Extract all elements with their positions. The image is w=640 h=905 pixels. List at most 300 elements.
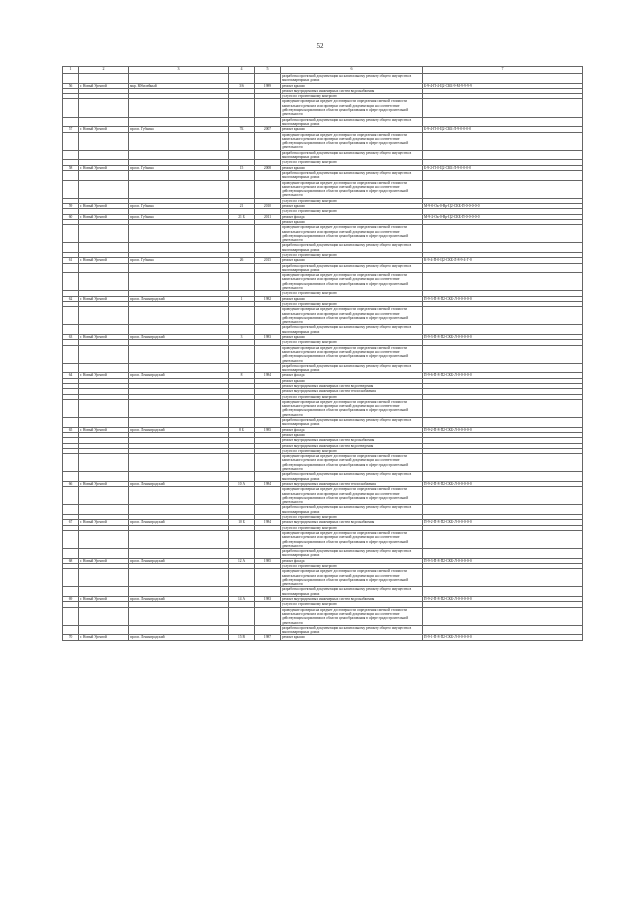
year-cell: 1983: [255, 597, 281, 602]
row-number: [63, 170, 79, 180]
year-cell: [255, 345, 281, 363]
year-cell: [255, 569, 281, 587]
work-type-cell: разработка проектной документации на капитальному ремонту общего имущества в многоквартирных домах: [281, 263, 423, 273]
house-number-cell: [229, 569, 255, 587]
street-cell: [129, 399, 229, 417]
table-row: [63, 487, 583, 505]
work-type-cell: ремонт внутридомовых инженерных систем водоснабжения: [281, 597, 423, 602]
city-cell: [79, 569, 129, 587]
year-cell: [255, 74, 281, 84]
work-type-cell: проведение проверки на предмет достоверности определения сметной стоимости капитального ремонта или проверки сметной документации на соответствие действующим нормативам в области ценообразования в сфере градостроительной деятельности: [281, 273, 423, 291]
year-cell: [255, 487, 281, 505]
column-header: 3: [129, 67, 229, 74]
city-cell: [79, 363, 129, 373]
code-cell: П-9-3-П-8-П2-СКБ-Л-0-0-0-0-0: [423, 335, 583, 340]
work-type-cell: разработка проектной документации на капитальному ремонту общего имущества в многоквартирных домах: [281, 325, 423, 335]
city-cell: г. Новый Уренгой: [79, 127, 129, 132]
code-cell: [423, 74, 583, 84]
street-cell: [129, 117, 229, 127]
code-cell: [423, 273, 583, 291]
city-cell: г. Новый Уренгой: [79, 635, 129, 640]
work-type-cell: ремонт крыши: [281, 635, 423, 640]
code-cell: [423, 418, 583, 428]
city-cell: [79, 170, 129, 180]
work-type-cell: разработка проектной документации на капитальному ремонту общего имущества в многоквартирных домах: [281, 549, 423, 559]
house-number-cell: [229, 399, 255, 417]
city-cell: [79, 74, 129, 84]
house-number-cell: [229, 345, 255, 363]
city-cell: [79, 99, 129, 117]
year-cell: [255, 243, 281, 253]
house-number-cell: 15 В: [229, 635, 255, 640]
table-row: [63, 569, 583, 587]
work-type-cell: услуги по строительному контролю: [281, 515, 423, 520]
house-number-cell: 1: [229, 296, 255, 301]
table-row: [63, 263, 583, 273]
street-cell: [129, 625, 229, 635]
city-cell: г. Новый Уренгой: [79, 520, 129, 525]
code-cell: [423, 625, 583, 635]
row-number: 64: [63, 373, 79, 378]
code-cell: [423, 607, 583, 625]
row-number: 70: [63, 635, 79, 640]
work-type-cell: ремонт фасада: [281, 214, 423, 219]
row-number: 58: [63, 165, 79, 170]
house-number-cell: 3/6: [229, 83, 255, 88]
work-type-cell: услуги по строительному контролю: [281, 563, 423, 568]
code-cell: Б-9-4-П-4-Ц2-СКБ-9-М-9-9-9-9: [423, 83, 583, 88]
year-cell: 1985: [255, 558, 281, 563]
street-cell: просп. Ленинградский: [129, 520, 229, 525]
table-row: [63, 454, 583, 472]
code-cell: Б-9-4-П-0-Ц2-СКБ-Л-9-0-0-0-0: [423, 127, 583, 132]
work-type-cell: ремонт крыши: [281, 335, 423, 340]
city-cell: [79, 180, 129, 198]
house-number-cell: [229, 505, 255, 515]
house-number-cell: 10 Б: [229, 520, 255, 525]
house-number-cell: [229, 225, 255, 243]
code-cell: [423, 132, 583, 150]
table-header-row: [63, 67, 583, 74]
street-cell: [129, 74, 229, 84]
house-number-cell: [229, 549, 255, 559]
work-type-cell: разработка проектной документации на капитальному ремонту общего имущества в многоквартирных домах: [281, 117, 423, 127]
column-header: 5: [255, 67, 281, 74]
city-cell: [79, 150, 129, 160]
year-cell: 1985: [255, 427, 281, 432]
code-cell: [423, 587, 583, 597]
column-header: 7: [423, 67, 583, 74]
street-cell: просп. Ленинградский: [129, 335, 229, 340]
code-cell: М-9-0-Ок-0-Вр-Ц2-СКБ-П-0-0-0-0-0: [423, 204, 583, 209]
row-number: 67: [63, 520, 79, 525]
city-cell: г. Новый Уренгой: [79, 296, 129, 301]
table-row: [63, 325, 583, 335]
row-number: [63, 399, 79, 417]
table-row: [63, 74, 583, 84]
work-type-cell: разработка проектной документации на капитальному ремонту общего имущества в многоквартирных домах: [281, 625, 423, 635]
column-header: 2: [79, 67, 129, 74]
year-cell: 2008: [255, 165, 281, 170]
code-cell: [423, 505, 583, 515]
house-number-cell: [229, 243, 255, 253]
city-cell: [79, 132, 129, 150]
city-cell: [79, 505, 129, 515]
work-type-cell: ремонт крыши: [281, 165, 423, 170]
street-cell: [129, 225, 229, 243]
table-row: [63, 150, 583, 160]
code-cell: [423, 307, 583, 325]
street-cell: [129, 505, 229, 515]
city-cell: г. Новый Уренгой: [79, 335, 129, 340]
code-cell: [423, 150, 583, 160]
street-cell: просп. Ленинградский: [129, 558, 229, 563]
code-cell: П-9-2-П-8-П2-СКБ-Л-0-0-0-0-0: [423, 427, 583, 432]
row-number: [63, 363, 79, 373]
code-cell: П-9-2-П-8-П2-СКБ-Л-0-0-0-0-0: [423, 481, 583, 486]
row-number: [63, 273, 79, 291]
work-type-cell: услуги по строительному контролю: [281, 394, 423, 399]
row-number: 59: [63, 204, 79, 209]
house-number-cell: 10 А: [229, 481, 255, 486]
year-cell: [255, 454, 281, 472]
table-row: [63, 307, 583, 325]
work-type-cell: ремонт фасада: [281, 373, 423, 378]
work-type-cell: услуги по строительному контролю: [281, 301, 423, 306]
row-number: 60: [63, 214, 79, 219]
year-cell: 1984: [255, 373, 281, 378]
row-number: [63, 345, 79, 363]
row-number: 63: [63, 335, 79, 340]
row-number: [63, 150, 79, 160]
table-row: [63, 99, 583, 117]
year-cell: [255, 117, 281, 127]
year-cell: [255, 180, 281, 198]
table-row: [63, 117, 583, 127]
street-cell: [129, 307, 229, 325]
house-number-cell: [229, 170, 255, 180]
work-type-cell: разработка проектной документации на капитальному ремонту общего имущества в многоквартирных домах: [281, 472, 423, 482]
work-type-cell: разработка проектной документации на капитальному ремонту общего имущества в многоквартирных домах: [281, 505, 423, 515]
city-cell: г. Новый Уренгой: [79, 258, 129, 263]
work-type-cell: проведение проверки на предмет достоверности определения сметной стоимости капитального ремонта или проверки сметной документации на соответствие действующим нормативам в области ценообразования в сфере градостроительной деятельности: [281, 530, 423, 548]
year-cell: [255, 273, 281, 291]
code-cell: П-9-2-П-8-П2-СКБ-Л-0-0-0-0-0: [423, 597, 583, 602]
house-number-cell: [229, 587, 255, 597]
city-cell: [79, 454, 129, 472]
house-number-cell: [229, 325, 255, 335]
code-cell: П-9-3-П-8-П2-СКБ-Л-0-0-0-0-0: [423, 296, 583, 301]
work-type-cell: услуги по строительному контролю: [281, 94, 423, 99]
year-cell: [255, 263, 281, 273]
house-number-cell: [229, 150, 255, 160]
row-number: [63, 74, 79, 84]
page-number: 52: [316, 42, 324, 50]
code-cell: [423, 363, 583, 373]
house-number-cell: 12 А: [229, 558, 255, 563]
work-type-cell: услуги по строительному контролю: [281, 340, 423, 345]
table-row: [63, 418, 583, 428]
code-cell: [423, 530, 583, 548]
table-row: [63, 549, 583, 559]
year-cell: [255, 225, 281, 243]
work-type-cell: проведение проверки на предмет достоверности определения сметной стоимости капитального ремонта или проверки сметной документации на соответствие действующим нормативам в области ценообразования в сфере градостроительной деятельности: [281, 607, 423, 625]
work-type-cell: ремонт внутридомовых инженерных систем теплоснабжения: [281, 481, 423, 486]
year-cell: [255, 587, 281, 597]
street-cell: [129, 549, 229, 559]
house-number-cell: [229, 454, 255, 472]
row-number: 65: [63, 427, 79, 432]
house-number-cell: [229, 363, 255, 373]
city-cell: [79, 549, 129, 559]
street-cell: [129, 487, 229, 505]
work-type-cell: услуги по строительному контролю: [281, 252, 423, 257]
work-type-cell: проведение проверки на предмет достоверности определения сметной стоимости капитального ремонта или проверки сметной документации на соответствие действующим нормативам в области ценообразования в сфере градостроительной деятельности: [281, 454, 423, 472]
house-number-cell: [229, 625, 255, 635]
house-number-cell: 8 Б: [229, 427, 255, 432]
code-cell: [423, 487, 583, 505]
city-cell: [79, 345, 129, 363]
street-cell: просп. Ленинградский: [129, 481, 229, 486]
work-type-cell: ремонт внутридомовых инженерных систем теплоснабжения: [281, 389, 423, 394]
work-type-cell: проведение проверки на предмет достоверности определения сметной стоимости капитального ремонта или проверки сметной документации на соответствие действующим нормативам в области ценообразования в сфере градостроительной деятельности: [281, 99, 423, 117]
row-number: 61: [63, 258, 79, 263]
row-number: [63, 569, 79, 587]
house-number-cell: [229, 263, 255, 273]
work-type-cell: разработка проектной документации на капитальному ремонту общего имущества в многоквартирных домах: [281, 243, 423, 253]
row-number: 68: [63, 558, 79, 563]
city-cell: [79, 225, 129, 243]
column-header: 1: [63, 67, 79, 74]
street-cell: просп. Губкина: [129, 258, 229, 263]
street-cell: [129, 132, 229, 150]
house-number-cell: [229, 307, 255, 325]
table-row: [63, 243, 583, 253]
work-type-cell: ремонт крыши: [281, 258, 423, 263]
city-cell: г. Новый Уренгой: [79, 214, 129, 219]
row-number: 62: [63, 296, 79, 301]
work-type-cell: услуги по строительному контролю: [281, 198, 423, 203]
work-type-cell: услуги по строительному контролю: [281, 525, 423, 530]
table-row: [63, 607, 583, 625]
code-cell: [423, 263, 583, 273]
row-number: [63, 418, 79, 428]
column-header: 6: [281, 67, 423, 74]
year-cell: [255, 505, 281, 515]
street-cell: [129, 345, 229, 363]
code-cell: [423, 345, 583, 363]
table-row: [63, 530, 583, 548]
code-cell: [423, 454, 583, 472]
house-number-cell: [229, 132, 255, 150]
code-cell: П-9-2-П-8-П2-СКБ-Л-0-0-0-0-0: [423, 520, 583, 525]
work-type-cell: разработка проектной документации на капитальному ремонту общего имущества в многоквартирных домах: [281, 150, 423, 160]
work-type-cell: проведение проверки на предмет достоверности определения сметной стоимости капитального ремонта или проверки сметной документации на соответствие действующим нормативам в области ценообразования в сфере градостроительной деятельности: [281, 132, 423, 150]
code-cell: П-9-1-П-8-П2-СКБ-Л-0-0-0-0-0: [423, 635, 583, 640]
year-cell: 2011: [255, 214, 281, 219]
city-cell: [79, 307, 129, 325]
city-cell: г. Новый Уренгой: [79, 427, 129, 432]
row-number: [63, 325, 79, 335]
work-type-cell: услуги по строительному контролю: [281, 160, 423, 165]
work-type-cell: услуги по строительному контролю: [281, 448, 423, 453]
work-type-cell: разработка проектной документации на капитальному ремонту общего имущества в многоквартирных домах: [281, 418, 423, 428]
work-type-cell: проведение проверки на предмет достоверности определения сметной стоимости капитального ремонта или проверки сметной документации на соответствие действующим нормативам в области ценообразования в сфере градостроительной деятельности: [281, 487, 423, 505]
row-number: [63, 307, 79, 325]
house-number-cell: 7Б: [229, 127, 255, 132]
work-type-cell: ремонт внутридомовых инженерных систем водоснабжения: [281, 520, 423, 525]
row-number: [63, 99, 79, 117]
city-cell: [79, 587, 129, 597]
year-cell: [255, 99, 281, 117]
house-number-cell: 8: [229, 373, 255, 378]
code-cell: К-9-4-П-0-Ц2-СКБ-Л-8-9-4-Г-0: [423, 258, 583, 263]
city-cell: [79, 625, 129, 635]
work-type-cell: разработка проектной документации на капитальному ремонту общего имущества в многоквартирных домах: [281, 587, 423, 597]
year-cell: 2015: [255, 258, 281, 263]
year-cell: 1982: [255, 296, 281, 301]
table-row: [63, 399, 583, 417]
house-number-cell: [229, 607, 255, 625]
code-cell: П-9-3-П-8-П2-СКБ-Л-0-0-0-0-0: [423, 558, 583, 563]
city-cell: [79, 418, 129, 428]
street-cell: просп. Губкина: [129, 214, 229, 219]
house-number-cell: 21: [229, 204, 255, 209]
work-type-cell: ремонт фасада: [281, 427, 423, 432]
code-cell: [423, 180, 583, 198]
work-type-cell: услуги по строительному контролю: [281, 602, 423, 607]
row-number: [63, 607, 79, 625]
table-row: [63, 363, 583, 373]
work-type-cell: ремонт крыши: [281, 432, 423, 437]
work-type-cell: ремонт внутридомовых инженерных систем водоснабжения: [281, 88, 423, 93]
year-cell: 2010: [255, 204, 281, 209]
house-number-cell: [229, 472, 255, 482]
house-number-cell: 21 Б: [229, 214, 255, 219]
street-cell: [129, 418, 229, 428]
row-number: [63, 530, 79, 548]
street-cell: [129, 454, 229, 472]
city-cell: г. Новый Уренгой: [79, 83, 129, 88]
street-cell: [129, 569, 229, 587]
work-type-cell: проведение проверки на предмет достоверности определения сметной стоимости капитального ремонта или проверки сметной документации на соответствие действующим нормативам в области ценообразования в сфере градостроительной деятельности: [281, 180, 423, 198]
code-cell: [423, 472, 583, 482]
street-cell: просп. Губкина: [129, 204, 229, 209]
code-cell: [423, 99, 583, 117]
work-type-cell: проведение проверки на предмет достоверности определения сметной стоимости капитального ремонта или проверки сметной документации на соответствие действующим нормативам в области ценообразования в сфере градостроительной деятельности: [281, 345, 423, 363]
row-number: [63, 505, 79, 515]
work-type-cell: услуги по строительному контролю: [281, 291, 423, 296]
city-cell: [79, 607, 129, 625]
code-cell: [423, 117, 583, 127]
house-number-cell: 15: [229, 165, 255, 170]
year-cell: 1984: [255, 481, 281, 486]
work-type-cell: ремонт крыши: [281, 296, 423, 301]
year-cell: [255, 607, 281, 625]
work-type-cell: ремонт фасада: [281, 558, 423, 563]
work-type-cell: ремонт крыши: [281, 204, 423, 209]
street-cell: [129, 180, 229, 198]
row-number: [63, 243, 79, 253]
table-row: [63, 132, 583, 150]
street-cell: [129, 243, 229, 253]
work-type-cell: ремонт крыши: [281, 378, 423, 383]
code-cell: [423, 569, 583, 587]
house-number-cell: [229, 418, 255, 428]
house-number-cell: 3: [229, 335, 255, 340]
street-cell: просп. Ленинградский: [129, 373, 229, 378]
table-row: [63, 180, 583, 198]
house-number-cell: [229, 99, 255, 117]
table-row: [63, 472, 583, 482]
city-cell: [79, 530, 129, 548]
row-number: [63, 487, 79, 505]
year-cell: [255, 625, 281, 635]
row-number: [63, 263, 79, 273]
row-number: 56: [63, 83, 79, 88]
work-type-cell: проведение проверки на предмет достоверности определения сметной стоимости капитального ремонта или проверки сметной документации на соответствие действующим нормативам в области ценообразования в сфере градостроительной деятельности: [281, 399, 423, 417]
row-number: 69: [63, 597, 79, 602]
table-row: [63, 273, 583, 291]
street-cell: [129, 530, 229, 548]
row-number: [63, 587, 79, 597]
city-cell: г. Новый Уренгой: [79, 165, 129, 170]
house-number-cell: [229, 117, 255, 127]
code-cell: Б-9-2-П-0-Ц2-СКБ-Л-9-0-0-0-0: [423, 165, 583, 170]
column-header: 4: [229, 67, 255, 74]
row-number: [63, 472, 79, 482]
row-number: [63, 454, 79, 472]
city-cell: [79, 399, 129, 417]
work-type-cell: ремонт крыши: [281, 83, 423, 88]
code-cell: [423, 549, 583, 559]
year-cell: [255, 399, 281, 417]
code-cell: М-9-2-Ок-0-Вр-Ц2-СКБ-П-0-0-0-0-0: [423, 214, 583, 219]
city-cell: г. Новый Уренгой: [79, 204, 129, 209]
code-cell: [423, 243, 583, 253]
table-row: [63, 225, 583, 243]
year-cell: [255, 132, 281, 150]
street-cell: [129, 99, 229, 117]
year-cell: [255, 363, 281, 373]
house-number-cell: 14 А: [229, 597, 255, 602]
work-type-cell: ремонт внутридомовых инженерных систем водоотведения: [281, 443, 423, 448]
table-row: [63, 635, 583, 640]
work-type-cell: ремонт крыши: [281, 127, 423, 132]
work-type-cell: проведение проверки на предмет достоверности определения сметной стоимости капитального ремонта или проверки сметной документации на соответствие действующим нормативам в области ценообразования в сфере градостроительной деятельности: [281, 307, 423, 325]
row-number: 66: [63, 481, 79, 486]
city-cell: г. Новый Уренгой: [79, 481, 129, 486]
work-type-cell: разработка проектной документации на капитальному ремонту общего имущества в многоквартирных домах: [281, 363, 423, 373]
row-number: [63, 549, 79, 559]
street-cell: [129, 273, 229, 291]
code-cell: [423, 325, 583, 335]
year-cell: [255, 325, 281, 335]
work-type-cell: ремонт внутридомовых инженерных систем водоснабжения: [281, 438, 423, 443]
code-cell: [423, 225, 583, 243]
code-cell: П-9-6-П-8-П2-СКБ-Л-0-0-0-0-0: [423, 373, 583, 378]
work-type-cell: ремонт внутридомовых инженерных систем водоотведения: [281, 384, 423, 389]
year-cell: 1989: [255, 83, 281, 88]
house-number-cell: [229, 487, 255, 505]
year-cell: [255, 307, 281, 325]
city-cell: г. Новый Уренгой: [79, 597, 129, 602]
work-type-cell: ремонт крыши: [281, 219, 423, 224]
street-cell: [129, 263, 229, 273]
year-cell: [255, 549, 281, 559]
code-cell: [423, 170, 583, 180]
repair-program-table: [62, 66, 583, 641]
